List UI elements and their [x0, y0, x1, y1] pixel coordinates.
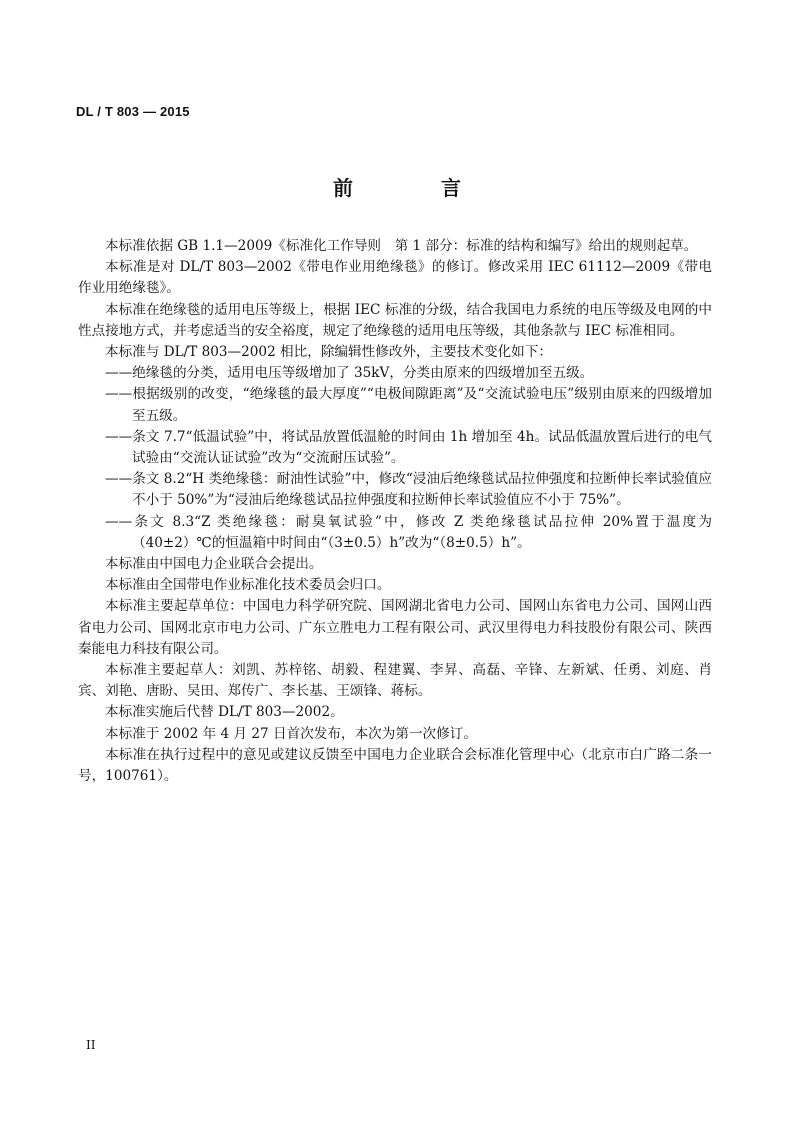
change-item: ——条文 8.3“Z 类绝缘毯：耐臭氧试验”中，修改 Z 类绝缘毯试品拉伸 20%置于温度为（40±2）℃的恒温箱中时间由“（3±0.5）h”改为“（8±0.5）h”。	[105, 513, 712, 551]
closing-paragraph: 本标准在执行过程中的意见或建议反馈至中国电力企业联合会标准化管理中心（北京市白广路二条一号，100761）。	[78, 746, 712, 785]
page-number: II	[86, 1038, 96, 1052]
closing-paragraph: 本标准实施后代替 DL/T 803—2002。	[105, 704, 344, 721]
intro-paragraph: 本标准与 DL/T 803—2002 相比，除编辑性修改外，主要技术变化如下：	[105, 344, 552, 361]
intro-paragraph: 本标准在绝缘毯的适用电压等级上，根据 IEC 标准的分级，结合我国电力系统的电压等级及电网的中性点接地方式，并考虑适当的安全裕度，规定了绝缘毯的适用电压等级，其他条款与 IEC 标准相同。	[78, 301, 712, 339]
closing-paragraph: 本标准由全国带电作业标准化技术委员会归口。	[105, 577, 391, 594]
closing-paragraph: 本标准主要起草人：刘凯、苏梓铭、胡毅、程建翼、李昇、高磊、辛锋、左新斌、任勇、刘庭、肖宾、刘艳、唐盼、吴田、郑传广、李长基、王颂锋、蒋标。	[78, 662, 712, 700]
foreword-body	[78, 236, 712, 787]
page-title: 前 言	[333, 176, 495, 200]
closing-paragraph: 本标准主要起草单位：中国电力科学研究院、国网湖北省电力公司、国网山东省电力公司、国网山西省电力公司、国网北京市电力公司、广东立胜电力工程有限公司、武汉里得电力科技股份有限公司、陕西秦能电力科技有限公司。	[78, 598, 712, 657]
intro-paragraph: 本标准是对 DL/T 803—2002《带电作业用绝缘毯》的修订。修改采用 IEC 61112—2009《带电作业用绝缘毯》。	[78, 259, 712, 297]
closing-paragraph: 本标准于 2002 年 4 月 27 日首次发布，本次为第一次修订。	[105, 725, 477, 742]
change-item: ——条文 7.7“低温试验”中，将试品放置低温舱的时间由 1h 增加至 4h。试品低温放置后进行的电气试验由“交流认证试验”改为“交流耐压试验”。	[105, 428, 712, 467]
change-item: ——条文 8.2“H 类绝缘毯：耐油性试验”中，修改“浸油后绝缘毯试品拉伸强度和拉断伸长率试验值应不小于 50%”为“浸油后绝缘毯试品拉伸强度和拉断伸长率试验值应不小于 75%”。	[105, 471, 712, 509]
closing-paragraph: 本标准由中国电力企业联合会提出。	[105, 556, 323, 573]
document-code: DL / T 803 — 2015	[76, 104, 190, 119]
change-item: ——根据级别的改变，“绝缘毯的最大厚度”“电极间隙距离”及“交流试验电压”级别由原来的四级增加至五级。	[105, 386, 712, 424]
change-item: ——绝缘毯的分类，适用电压等级增加了 35kV，分类由原来的四级增加至五级。	[105, 365, 594, 382]
intro-paragraph: 本标准依据 GB 1.1—2009《标准化工作导则 第 1 部分：标准的结构和编写》给出的规则起草。	[105, 238, 698, 254]
